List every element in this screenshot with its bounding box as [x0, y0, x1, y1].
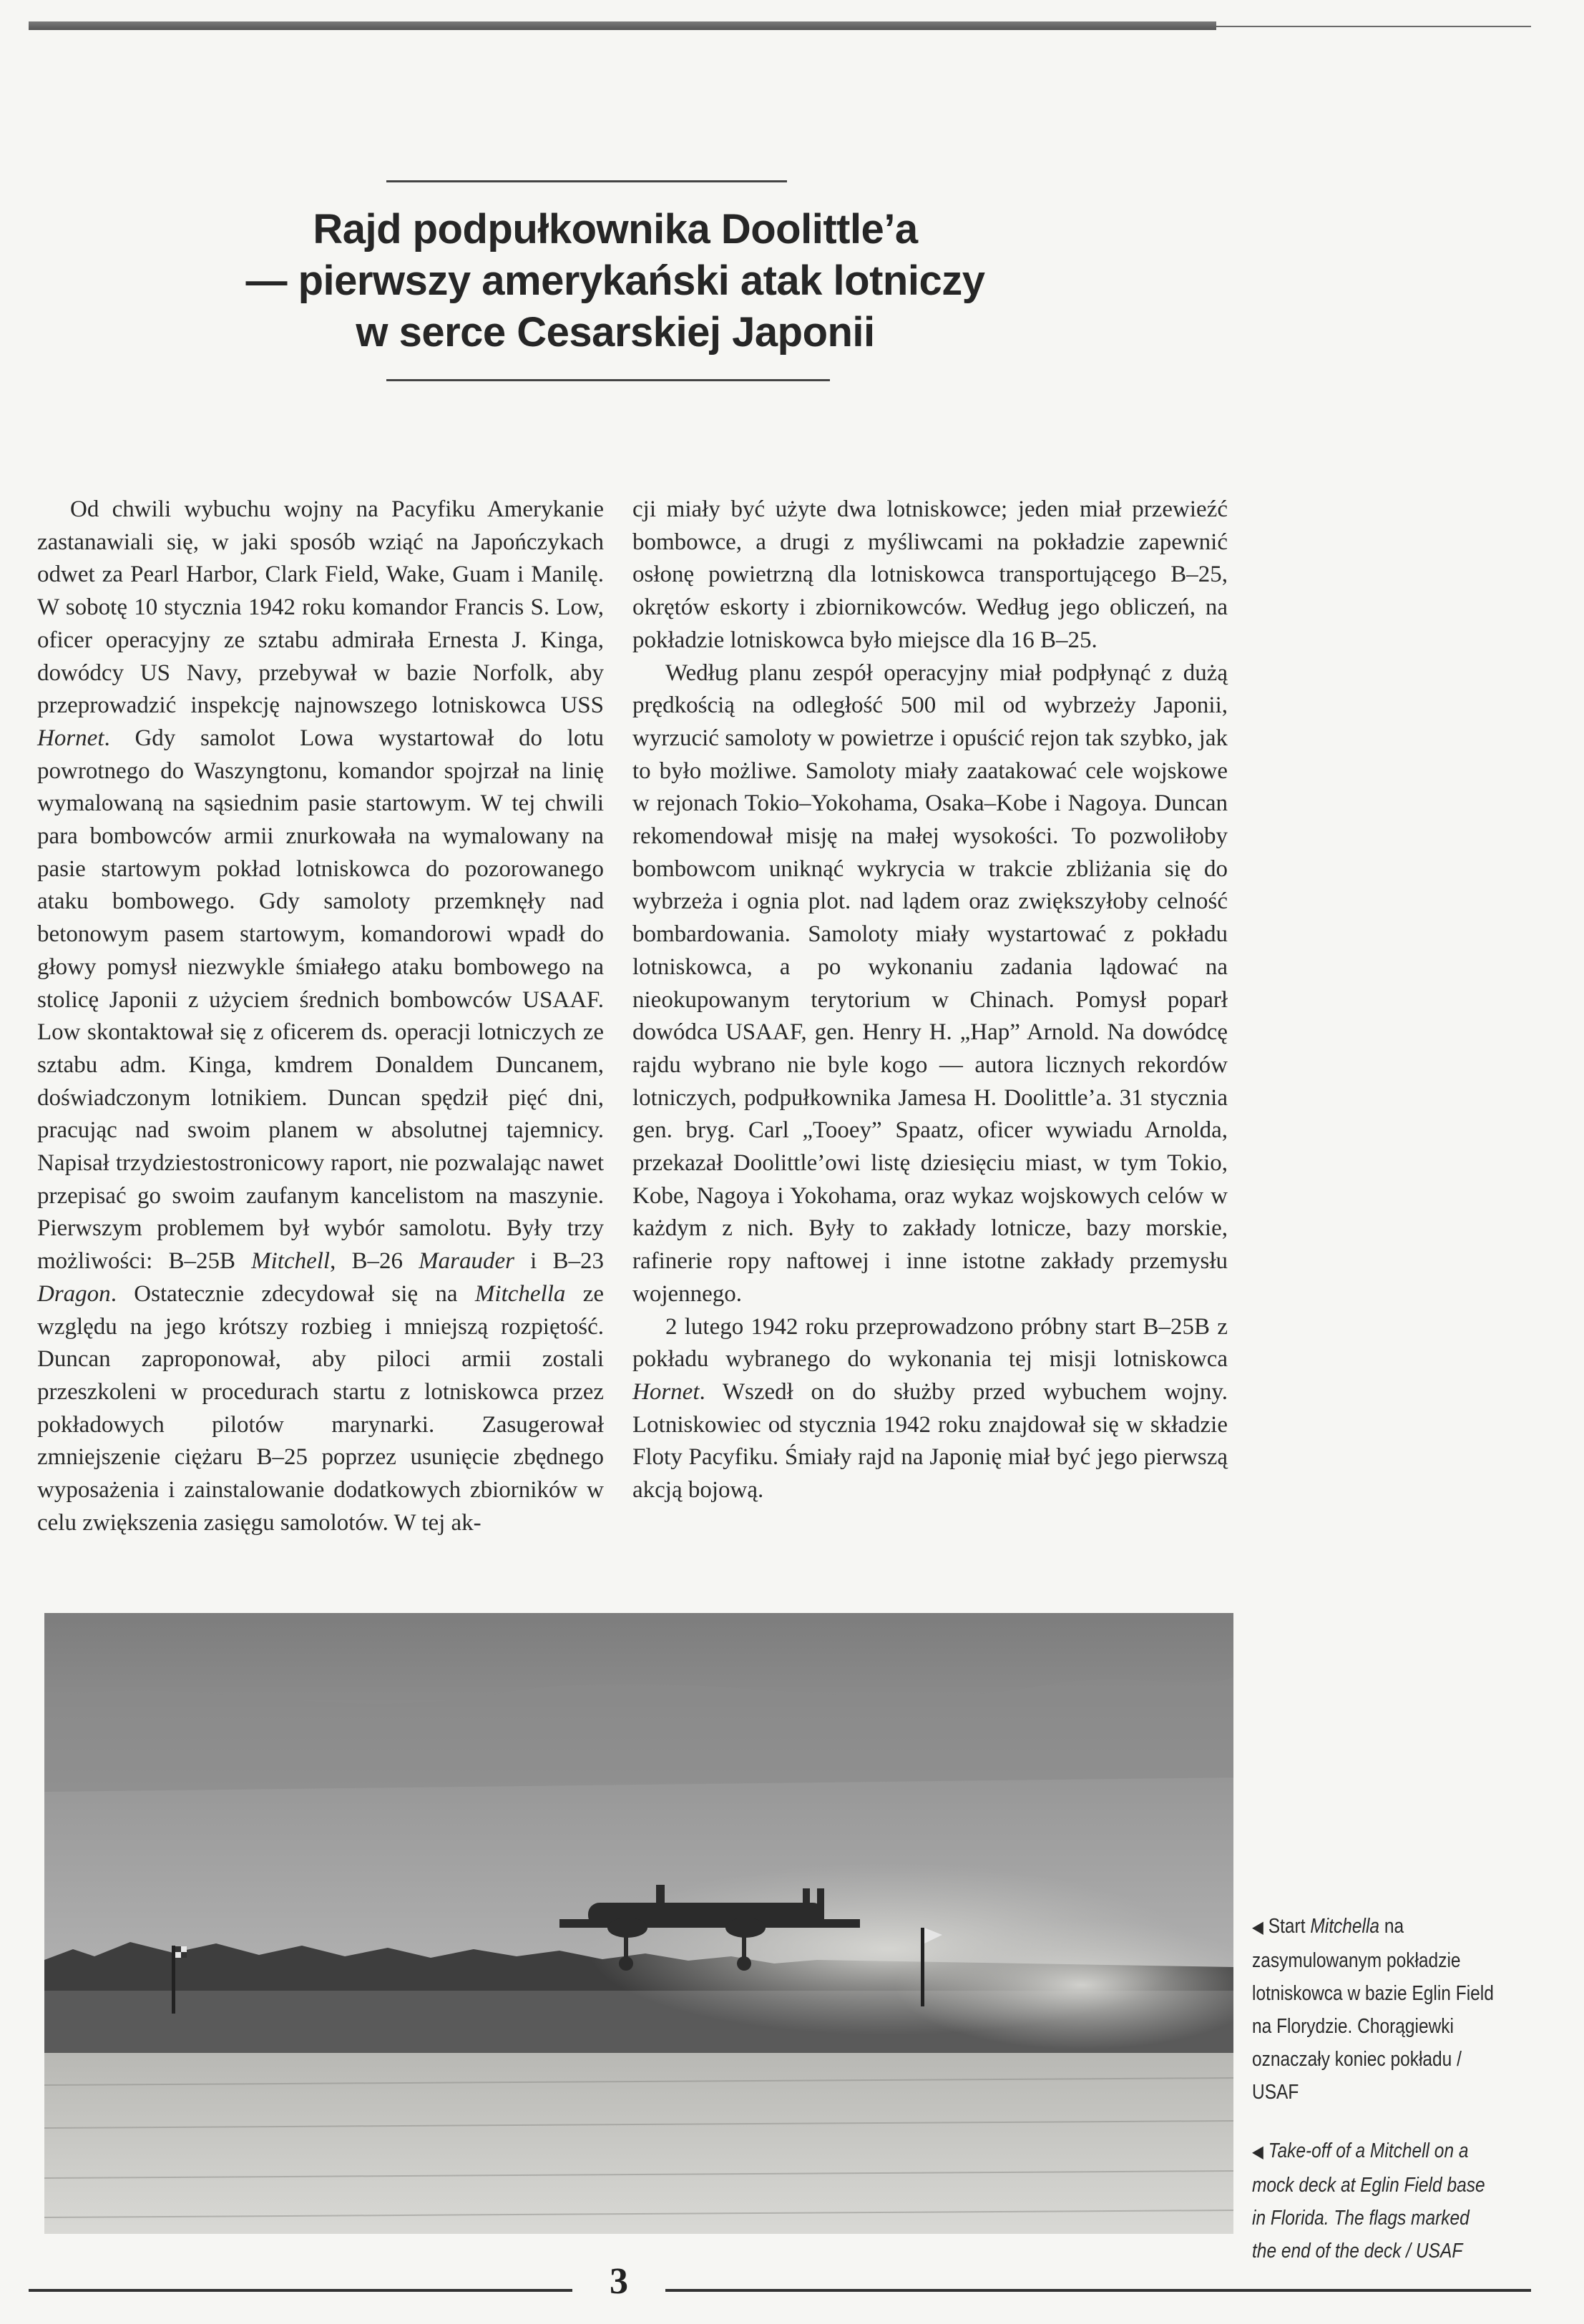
caption-arrow-icon: ◀ [1252, 2142, 1263, 2162]
paragraph [37, 494, 604, 1540]
photo-ground [44, 2053, 1233, 2234]
text: , B–26 [330, 1248, 419, 1275]
photo-b25-takeoff [44, 1613, 1233, 2234]
caption-polish [1252, 1910, 1498, 2109]
top-rule-thin [1216, 26, 1531, 27]
aircraft-name: Marauder [419, 1248, 515, 1275]
text: 2 lutego 1942 roku przeprowadzono próbny start B–25B z pokładu wybranego do wykonania tej misji lotniskowca [632, 1313, 1228, 1373]
aircraft-name: Dragon [37, 1280, 111, 1307]
photo-captions [1252, 1910, 1498, 2293]
title-line-2: — pierwszy amerykański atak lotniczy [245, 258, 985, 304]
caption-arrow-icon: ◀ [1252, 1918, 1263, 1937]
right-column [632, 494, 1228, 1507]
title-rule-upper [386, 180, 787, 182]
page-number: 3 [610, 2261, 628, 2302]
caption-english [1252, 2134, 1498, 2267]
text: . Wszedł on do służby przed wybuchem wojny. Lotniskowiec od stycznia 1942 roku znajdował się w składzie Floty Pacyfiku. Śmiały rajd na Japonię miał być jego pierwszą akcją bojową. [632, 1378, 1228, 1504]
text: i B–23 [514, 1248, 604, 1275]
aircraft-name: Mitchella [474, 1280, 566, 1307]
bottom-rule-left [29, 2289, 572, 2292]
top-rule [29, 21, 1216, 30]
aircraft-name: Mitchell [251, 1248, 331, 1275]
paragraph: Według planu zespół operacyjny miał podpłynąć z dużą prędkością na odległość 500 mil od wybrzeży Japonii, wyrzucić samoloty w powietrze i opuścić rejon tak szybko, jak to było możliwe. Samoloty miały zaatakować cele wojskowe w rejonach Tokio–Yokohama, Osaka–Kobe i Nagoya. Duncan rekomendował misję na małej wysokości. To pozwoliłoby bombowcom uniknąć wykrycia w trakcie zbliżania się do wybrzeża i ognia plot. nad lądem oraz zwiększyłoby celność bombardowania. Samoloty miały wystartować z pokładu lotniskowca, a po wykonaniu zadania lądować na nieokupowanym terytorium w Chinach. Pomysł poparł dowódca USAAF, gen. Henry H. „Hap” Arnold. Na dowódcę rajdu wybrano nie byle kogo — autora licznych rekordów lotniczych, podpułkownika Jamesa H. Doolittle’a. 31 stycznia gen. bryg. Carl „Tooey” Spaatz, oficer wywiadu Arnolda, przekazał Doolittle’owi listę dziesięciu miast, w tym Tokio, Kobe, Nagoya i Yokohama, oraz wykaz wojskowych celów w każdym z nich. Były to zakłady lotnicze, bazy morskie, rafinerie ropy naftowej i inne istotne zakłady przemysłu wojennego. [632, 660, 1228, 1307]
ship-name: Hornet [37, 725, 104, 751]
text: ze względu na jego krótszy rozbieg i mniejszą rozpiętość. Duncan zaproponował, aby piloci armii zostali przeszkoleni w procedurach startu z lotniskowca przez pokładowych pilotów marynarki. Zasugerował zmniejszenie ciężaru B–25 poprzez usunięcie zbędnego wyposażenia i zainstalowanie dodatkowych zbiorników w celu zwiększenia zasięgu samolotów. W tej ak- [37, 1280, 604, 1536]
paragraph [632, 1311, 1228, 1507]
bottom-rule-right [665, 2289, 1531, 2292]
title-rule-lower [386, 379, 830, 381]
caption-text: Take-off of a Mitchell on a mock deck at Eglin Field base in Florida. The flags marked the end of the deck / USAF [1252, 2139, 1485, 2262]
text: Od chwili wybuchu wojny na Pacyfiku Amerykanie zastanawiali się, w jaki sposób wziąć na Japończykach odwet za Pearl Harbor, Clark Field, Wake, Guam i Manilę. W sobotę 10 stycznia 1942 roku komandor Francis S. Low, oficer operacyjny ze sztabu admirała Ernesta J. Kinga, dowódcy US Navy, przebywał w bazie Norfolk, aby przeprowadzić inspekcję najnowszego lotniskowca USS [37, 496, 604, 719]
article-title [179, 204, 1052, 358]
paragraph: cji miały być użyte dwa lotniskowce; jeden miał przewieźć bombowce, a drugi z myśliwcami na pokładzie zapewnić osłonę powietrzną dla lotniskowca transportującego B–25, okrętów eskorty i zbiornikowców. Według jego obliczeń, na pokładzie lotniskowca było miejsce dla 16 B–25. [632, 496, 1228, 653]
left-column [37, 494, 604, 1540]
ship-name: Hornet [632, 1378, 700, 1405]
title-line-3: w serce Cesarskiej Japonii [356, 309, 875, 356]
caption-aircraft-name: Mitchella [1310, 1915, 1380, 1938]
title-line-1: Rajd podpułkownika Doolittle’a [313, 206, 918, 252]
caption-text: Start [1268, 1915, 1311, 1938]
text: . Gdy samolot Lowa wystartował do lotu powrotnego do Waszyngtonu, komandor spojrzał na linię wymalowaną na sąsiednim pasie startowym. W tej chwili para bombowców armii znurkowała na wymalowany na pasie startowym pokład lotniskowca do pozorowanego ataku bombowego. Gdy samoloty przemknęły nad betonowym pasem startowym, komandorowi wpadł do głowy pomysł niezwykle śmiałego ataku bombowego na stolicę Japonii z użyciem średnich bombowców USAAF. Low skontaktował się z oficerem ds. operacji lotniczych ze sztabu adm. Kinga, kmdrem Donaldem Duncanem, doświadczonym lotnikiem. Duncan spędził pięć dni, pracując nad swoim planem w absolutnej tajemnicy. Napisał trzydziestostronicowy raport, nie pozwalając nawet przepisać go swoim zaufanym kancelistom na maszynie. Pierwszym problemem był wybór samolotu. Były trzy możliwości: B–25B [37, 725, 604, 1275]
caption-text: na zasymulowanym pokładzie lotniskowca w bazie Eglin Field na Florydzie. Chorągiewki oznaczały koniec pokładu / USAF [1252, 1915, 1494, 2104]
text: . Ostatecznie zdecydował się na [110, 1280, 475, 1307]
